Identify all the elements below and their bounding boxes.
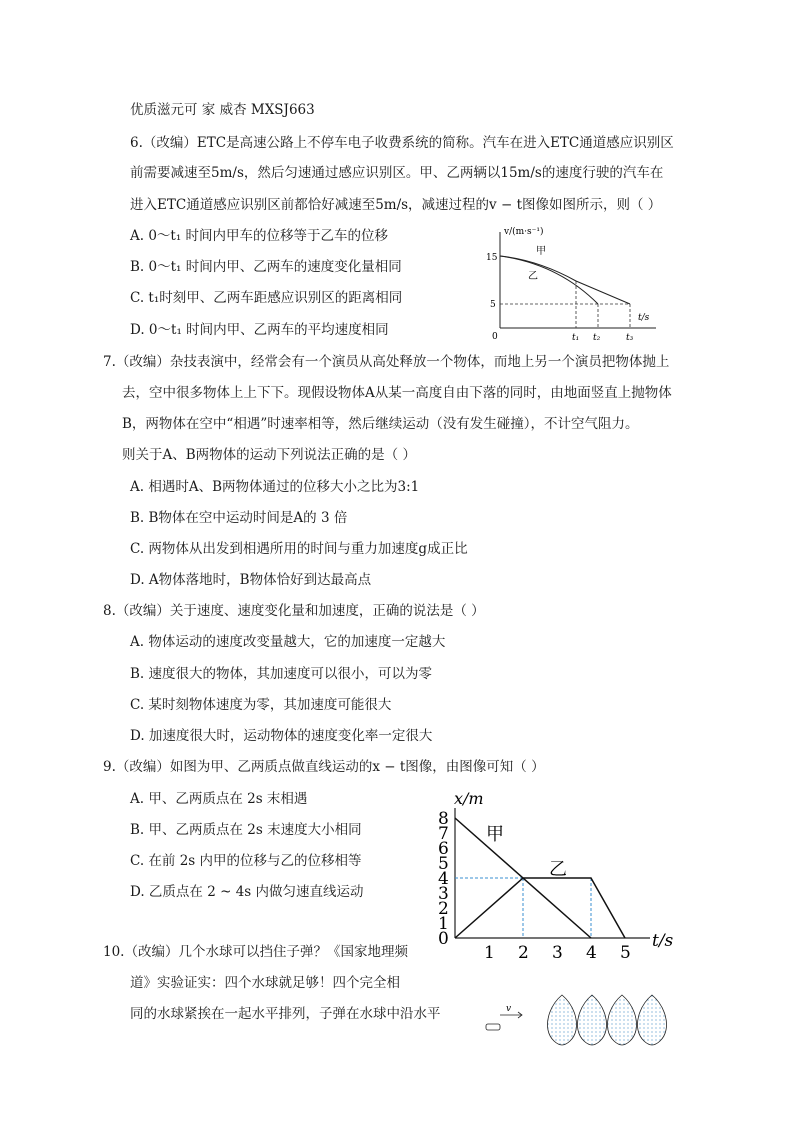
q7-stem-line4: 则关于A、B两物体的运动下列说法正确的是（ ）: [122, 447, 416, 463]
q10-stem-line2: 道》实验证实：四个水球就足够！四个完全相: [130, 975, 400, 991]
q9-option-b: B. 甲、乙两质点在 2s 末速度大小相同: [130, 822, 362, 838]
q8-stem: 8.（改编）关于速度、速度变化量和加速度，正确的说法是（ ）: [103, 603, 485, 619]
q7-option-c: C. 两物体从出发到相遇所用的时间与重力加速度g成正比: [130, 541, 468, 557]
q6-stem-line1: 6.（改编）ETC是高速公路上不停车电子收费系统的简称。汽车在进入ETC通道感应识别区: [130, 135, 674, 151]
q6-stem-line2: 前需要减速至5m/s，然后匀速通过感应识别区。甲、乙两辆以15m/s的速度行驶的汽车在: [130, 165, 664, 181]
q9-y-tick-label: 2: [438, 899, 449, 919]
q9-option-c: C. 在前 2s 内甲的位移与乙的位移相等: [130, 853, 362, 869]
q9-x-tick-label: 1: [484, 943, 495, 963]
q7-option-d: D. A物体落地时，B物体恰好到达最高点: [130, 572, 372, 588]
q9-x-tick-label: 5: [620, 943, 631, 963]
page-header: 优质滋元可 家 威杏 MXSJ663: [130, 102, 315, 118]
q9-y-tick-label: 1: [438, 914, 449, 934]
q9-label-jia: 甲: [486, 824, 504, 845]
q8-option-a: A. 物体运动的速度改变量越大，它的加速度一定越大: [130, 634, 446, 650]
q7-stem-line2: 去，空中很多物体上上下下。现假设物体A从某一高度自由下落的同时，由地面竖直上抛物体: [122, 385, 672, 401]
q9-xt-graph: [430, 786, 680, 964]
q8-option-d: D. 加速度很大时，运动物体的速度变化率一定很大: [130, 728, 433, 744]
q9-y-tick-label: 8: [438, 809, 449, 829]
q9-option-d: D. 乙质点在 2 ~ 4s 内做匀速直线运动: [130, 884, 364, 900]
q6-option-d: D. 0～t₁ 时间内甲、乙两车的平均速度相同: [130, 322, 389, 338]
q9-series-line-yi: [455, 878, 625, 938]
q9-stem: 9.（改编）如图为甲、乙两质点做直线运动的x − t图像，由图像可知（ ）: [103, 759, 545, 775]
q6-vt-graph: [478, 222, 668, 346]
q8-option-c: C. 某时刻物体速度为零，其加速度可能很大: [130, 697, 392, 713]
q6-tick-5: 5: [490, 300, 496, 310]
q9-y-tick-label: 5: [438, 854, 449, 874]
water-balloon: [578, 995, 607, 1045]
q9-y-tick-label: 3: [438, 884, 449, 904]
q6-y-axis-label: v/(m·s⁻¹): [504, 227, 544, 237]
q7-option-b: B. B物体在空中运动时间是A的 3 倍: [130, 510, 348, 526]
q6-origin: 0: [492, 332, 498, 342]
q9-y-axis-label: x/m: [454, 789, 484, 808]
q6-option-b: B. 0～t₁ 时间内甲、乙两车的速度变化量相同: [130, 259, 402, 275]
bullet-icon: [486, 1024, 500, 1030]
q9-y-tick-label: 7: [438, 824, 449, 844]
q10-stem-line3: 同的水球紧挨在一起水平排列，子弹在水球中沿水平: [130, 1006, 441, 1022]
q9-y-tick-label: 0: [438, 929, 449, 949]
q6-tick-t3: t₃: [626, 333, 634, 343]
q6-stem-line3: 进入ETC通道感应识别区前都恰好减速至5m/s，减速过程的v − t图像如图所示，则（ ）: [130, 197, 662, 213]
q9-option-a: A. 甲、乙两质点在 2s 末相遇: [130, 791, 308, 807]
q6-label-yi: 乙: [528, 271, 538, 282]
q9-x-tick-label: 3: [552, 943, 563, 963]
q6-x-axis-label: t/s: [638, 313, 650, 323]
q7-stem-line1: 7.（改编）杂技表演中，经常会有一个演员从高处释放一个物体，而地上另一个演员把物体抛上: [103, 354, 670, 370]
q7-stem-line3: B，两物体在空中“相遇”时速率相等，然后继续运动（没有发生碰撞），不计空气阻力。: [122, 416, 639, 432]
q6-tick-t1: t₁: [572, 333, 580, 343]
q9-x-axis-label: t/s: [652, 931, 674, 951]
q9-y-tick-label: 6: [438, 839, 449, 859]
q10-water-balloons-figure: [478, 990, 678, 1050]
q10-stem-line1: 10.（改编）几个水球可以挡住子弹？《国家地理频: [103, 944, 408, 960]
q9-label-yi: 乙: [549, 859, 567, 880]
q6-curve-jia: [500, 256, 630, 304]
q9-x-tick-label: 2: [518, 943, 529, 963]
q6-tick-15: 15: [486, 253, 498, 263]
q6-curve-yi: [500, 256, 598, 304]
q8-option-b: B. 速度很大的物体，其加速度可以很小，可以为零: [130, 666, 433, 682]
velocity-label: v: [506, 1004, 512, 1014]
q6-option-a: A. 0～t₁ 时间内甲车的位移等于乙车的位移: [130, 228, 389, 244]
q9-x-tick-label: 4: [586, 943, 597, 963]
q6-label-jia: 甲: [536, 246, 546, 257]
q6-option-c: C. t₁时刻甲、乙两车距感应识别区的距离相同: [130, 290, 403, 306]
q9-y-tick-label: 4: [438, 869, 449, 889]
water-balloon: [608, 995, 637, 1045]
q7-option-a: A. 相遇时A、B两物体通过的位移大小之比为3:1: [130, 479, 420, 495]
water-balloon: [548, 995, 577, 1045]
water-balloon: [638, 995, 667, 1045]
q6-tick-t2: t₂: [593, 333, 601, 343]
